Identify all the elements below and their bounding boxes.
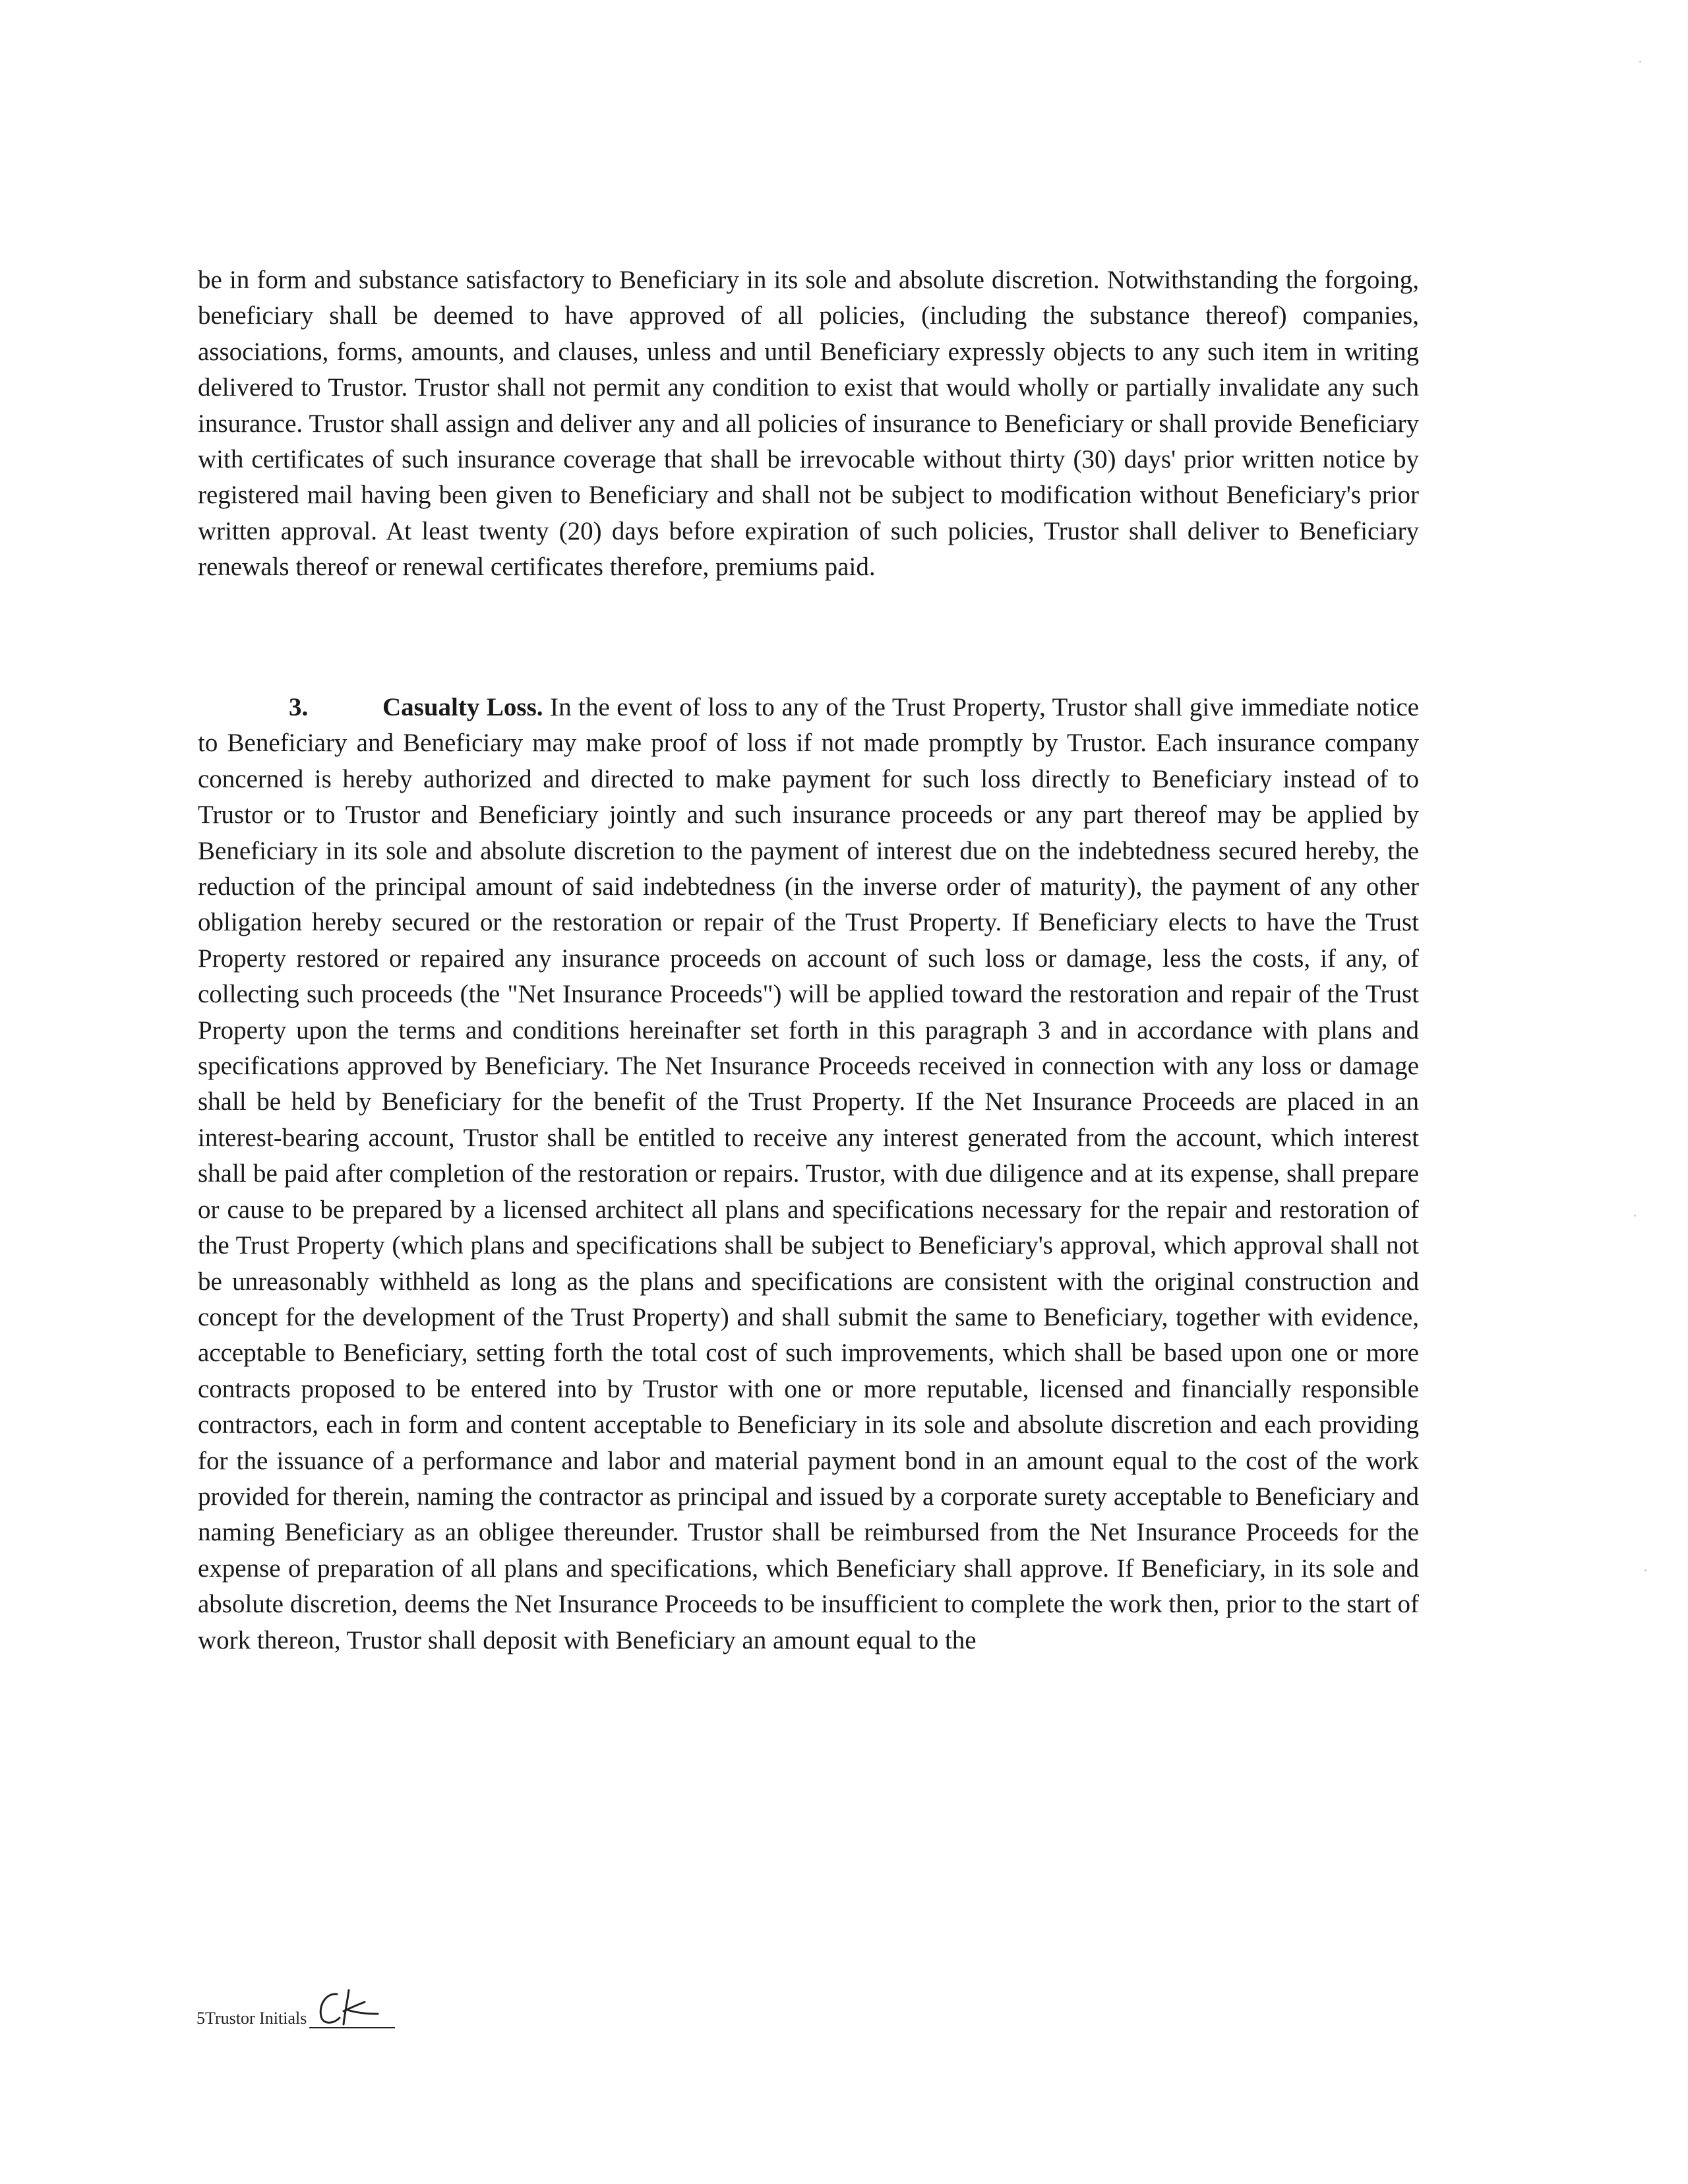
- section-number: 3.: [289, 693, 309, 721]
- section-body-text: In the event of loss to any of the Trust Property, Trustor shall give immediate notice to Beneficiary and Beneficiary may make proof of loss if not made promptly by Trustor. Each insurance company concerned is hereby authorized and directed to make payment for such loss directly to Beneficiary instead of to Trustor or to Trustor and Beneficiary jointly and such insurance proceeds or any part thereof may be applied by Beneficiary in its sole and absolute discretion to the payment of interest due on the indebtedness secured hereby, the reduction of the principal amount of said indebtedness (in the inverse order of maturity), the payment of any other obligation hereby secured or the restoration or repair of the Trust Property. If Beneficiary elects to have the Trust Property restored or repaired any insurance proceeds on account of such loss or damage, less the costs, if any, of collecting such proceeds (the "Net Insurance Proceeds") will be applied toward the restoration and repair of the Trust Property upon the terms and conditions hereinafter set forth in this paragraph 3 and in accordance with plans and specifications approved by Beneficiary. The Net Insurance Proceeds received in connection with any loss or damage shall be held by Beneficiary for the benefit of the Trust Property. If the Net Insurance Proceeds are placed in an interest-bearing account, Trustor shall be entitled to receive any interest generated from the account, which interest shall be paid after completion of the restoration or repairs. Trustor, with due diligence and at its expense, shall prepare or cause to be prepared by a licensed architect all plans and specifications necessary for the repair and restoration of the Trust Property (which plans and specifications shall be subject to Beneficiary's approval, which approval shall not be unreasonably withheld as long as the plans and specifications are consistent with the original construction and concept for the development of the Trust Property) and shall submit the same to Beneficiary, together with evidence, acceptable to Beneficiary, setting forth the total cost of such improvements, which shall be based upon one or more contracts proposed to be entered into by Trustor with one or more reputable, licensed and financially responsible contractors, each in form and content acceptable to Beneficiary in its sole and absolute discretion and each providing for the issuance of a performance and labor and material payment bond in an amount equal to the cost of the work provided for therein, naming the contractor as principal and issued by a corporate surety acceptable to Beneficiary and naming Beneficiary as an obligee thereunder. Trustor shall be reimbursed from the Net Insurance Proceeds for the expense of preparation of all plans and specifications, which Beneficiary shall approve. If Beneficiary, in its sole and absolute discretion, deems the Net Insurance Proceeds to be insufficient to complete the work then, prior to the start of work thereon, Trustor shall deposit with Beneficiary an amount equal to the: [198, 693, 1419, 1654]
- section-heading: Casualty Loss.: [382, 693, 543, 721]
- initials-signature-line: [309, 1990, 395, 2028]
- page-number: 5: [196, 2009, 205, 2028]
- scan-artifact: [1634, 1215, 1636, 1217]
- section-casualty-loss: [198, 690, 1419, 1658]
- continuation-paragraph: be in form and substance satisfactory to Beneficiary in its sole and absolute discretion. Notwithstanding the forgoing, beneficiary shall be deemed to have approved of all policies, (including the substance thereof) companies, associations, forms, amounts, and clauses, unless and until Beneficiary expressly objects to any such item in writing delivered to Trustor. Trustor shall not permit any condition to exist that would wholly or partially invalidate any such insurance. Trustor shall assign and deliver any and all policies of insurance to Beneficiary or shall provide Beneficiary with certificates of such insurance coverage that shall be irrevocable without thirty (30) days' prior written notice by registered mail having been given to Beneficiary and shall not be subject to modification without Beneficiary's prior written approval. At least twenty (20) days before expiration of such policies, Trustor shall deliver to Beneficiary renewals thereof or renewal certificates therefore, premiums paid.: [198, 266, 1419, 582]
- scan-artifact: [1639, 61, 1641, 63]
- trustor-initials-label: Trustor Initials: [205, 2009, 307, 2028]
- page-footer: [196, 1989, 395, 2028]
- scan-artifact: [1644, 1569, 1646, 1571]
- handwritten-initials-signature: [315, 1987, 387, 2030]
